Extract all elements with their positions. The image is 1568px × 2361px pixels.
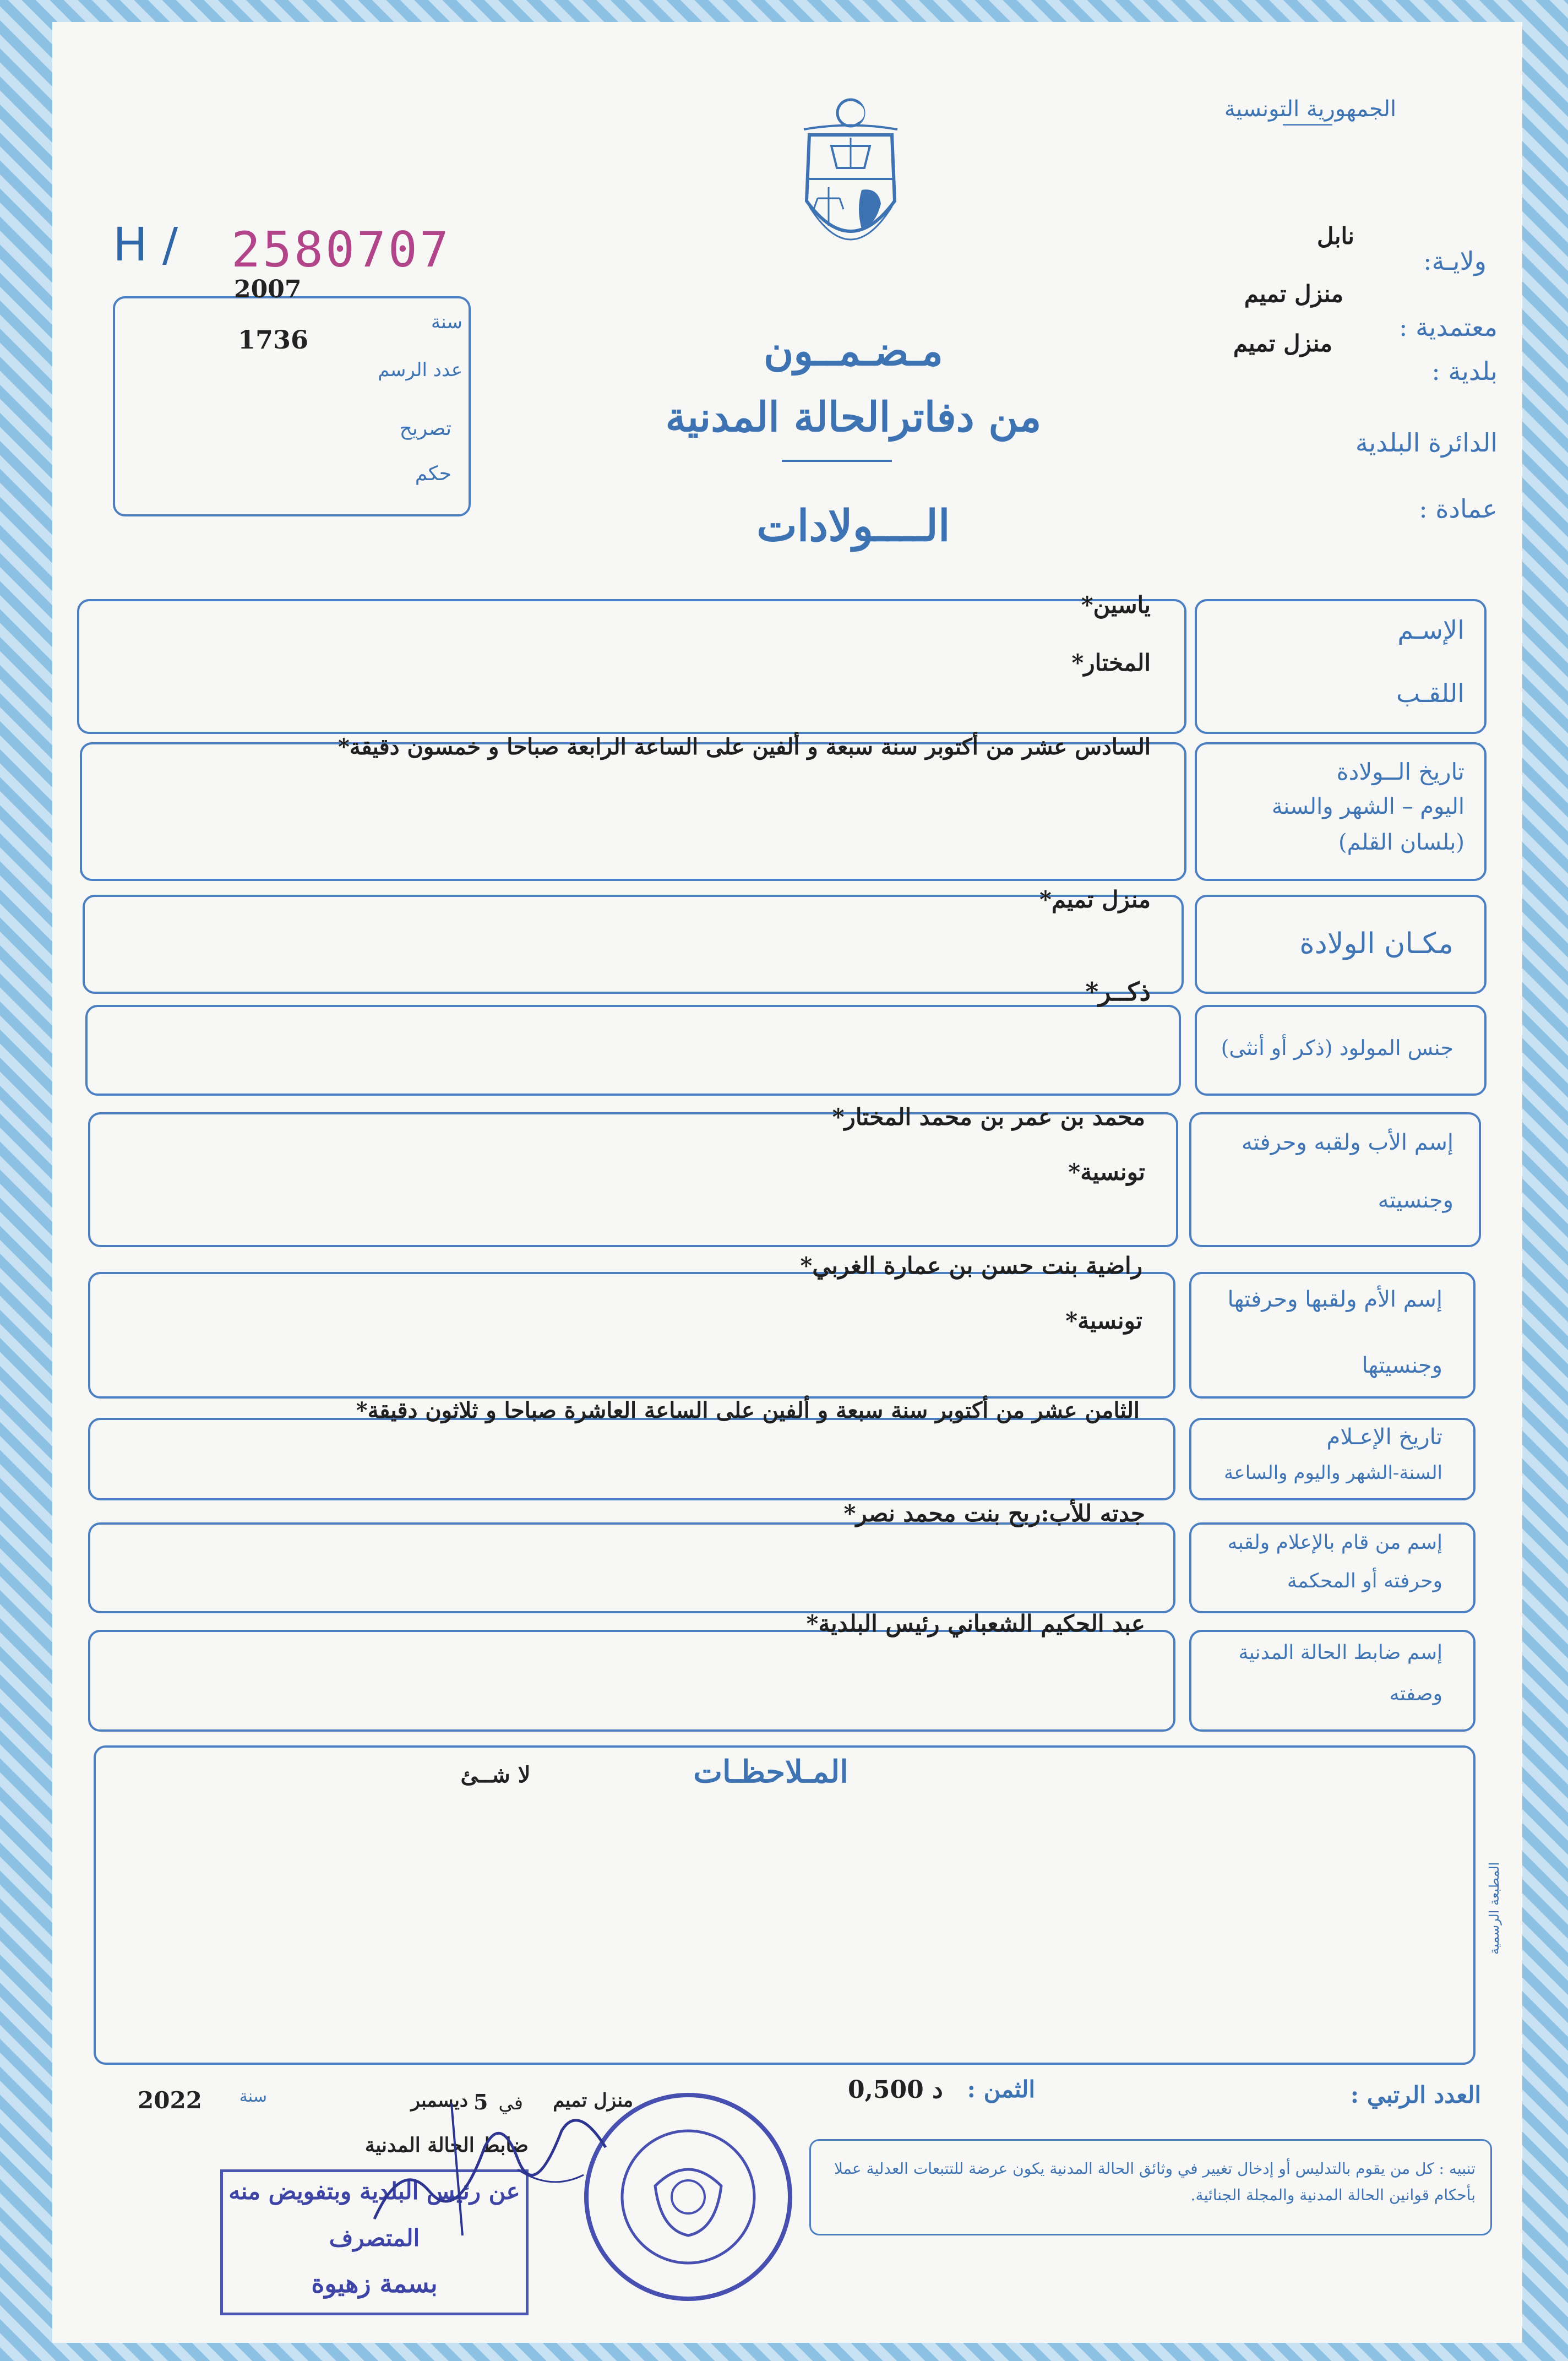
label-declaration-date: تاريخ الإعـلام bbox=[1326, 1424, 1442, 1450]
label-name: الإسـم bbox=[1397, 615, 1464, 645]
label-father-nationality: وجنسيته bbox=[1378, 1188, 1453, 1213]
value-birthplace: منزل تميم* bbox=[1039, 886, 1151, 913]
year-label: سنة bbox=[431, 311, 462, 333]
republic-title: الجمهورية التونسية bbox=[1224, 96, 1397, 122]
serial-number: 2580707 bbox=[231, 221, 451, 278]
remarks-box bbox=[94, 1745, 1476, 2065]
row-declarant-value-box bbox=[88, 1522, 1175, 1613]
printer-imprint: المطبعة الرسمية bbox=[1487, 1862, 1502, 1955]
issue-day: 5 bbox=[473, 2090, 488, 2114]
year-value: 2007 bbox=[234, 275, 302, 303]
coat-of-arms-emblem bbox=[793, 96, 908, 273]
issue-place: منزل تميم bbox=[553, 2090, 633, 2112]
district-label: الدائرة البلدية bbox=[1355, 428, 1498, 458]
officer-stamp-line1: عن رئيس البلدية وبتفويض منه bbox=[228, 2178, 520, 2205]
officer-stamp-line3: بسمة زهيوة bbox=[311, 2268, 438, 2298]
municipality-value: منزل تميم bbox=[1233, 330, 1332, 357]
value-birthdate: السادس عشر من أكتوبر سنة سبعة و ألفين على الساعة الرابعة صباحا و خمسون دقيقة* bbox=[337, 734, 1151, 760]
issue-year: 2022 bbox=[138, 2087, 202, 2114]
officer-stamp-line2: المتصرف bbox=[329, 2224, 420, 2251]
municipality-label: بلدية : bbox=[1431, 356, 1498, 386]
title-underline bbox=[782, 460, 892, 462]
title-line2: من دفاترالحالة المدنية bbox=[665, 394, 1042, 441]
wilaya-label: ولايـة: bbox=[1423, 246, 1487, 276]
value-surname: المختار* bbox=[1071, 649, 1151, 676]
value-sex: ذكــر* bbox=[1085, 977, 1151, 1007]
price-label: الثمن : bbox=[967, 2076, 1035, 2103]
warning-text: تنبيه : كل من يقوم بالتدليس أو إدخال تغيير في وثائق الحالة المدنية يكون عرضة للتتبعات العدلية عملا بأحكام قوانين الحالة المدنية والمجلة الجنائية. bbox=[834, 2159, 1476, 2204]
delegation-label: معتمدية : bbox=[1398, 312, 1498, 342]
row-sex-value-box bbox=[85, 1005, 1181, 1096]
label-birthdate-words: (بلسان القلم) bbox=[1338, 830, 1464, 855]
wilaya-value: نابل bbox=[1317, 222, 1354, 249]
record-number-label: عدد الرسم bbox=[378, 359, 462, 381]
issue-month: ديسمبر bbox=[411, 2090, 468, 2112]
label-surname: اللقـب bbox=[1396, 678, 1464, 708]
value-name: ياسين* bbox=[1081, 591, 1151, 618]
remarks-label: المـلاحظـات bbox=[693, 1754, 848, 1790]
value-declaration-date: الثامن عشر من أكتوبر سنة سبعة و ألفين على الساعة العاشرة صباحا و ثلاثون دقيقة* bbox=[356, 1397, 1140, 1423]
issue-year-label: سنة bbox=[239, 2087, 267, 2106]
label-birthdate-detail: اليوم – الشهر والسنة bbox=[1271, 794, 1464, 819]
label-sex: جنس المولود (ذكر أو أنثى) bbox=[1221, 1036, 1453, 1060]
title-line3: الــــولادات bbox=[756, 501, 950, 551]
delegation-value: منزل تميم bbox=[1244, 280, 1343, 307]
label-mother: إسم الأم ولقبها وحرفتها bbox=[1227, 1287, 1442, 1312]
value-mother-nationality: تونسية* bbox=[1065, 1307, 1142, 1334]
label-declarant-detail: وحرفته أو المحكمة bbox=[1287, 1570, 1442, 1592]
record-number-value: 1736 bbox=[238, 325, 309, 355]
value-father: محمد بن عمر بن محمد المختار* bbox=[832, 1103, 1145, 1130]
serial-order-label: العدد الرتبي : bbox=[1350, 2081, 1481, 2108]
issue-day-prefix: في bbox=[498, 2092, 523, 2114]
value-father-nationality: تونسية* bbox=[1068, 1158, 1145, 1185]
title-line1: مـضـمــون bbox=[764, 328, 943, 375]
label-father: إسم الأب ولقبه وحرفته bbox=[1242, 1130, 1453, 1155]
label-officer: إسم ضابط الحالة المدنية bbox=[1238, 1641, 1442, 1664]
officer-signature-label: ضابط الحالة المدنية bbox=[364, 2134, 529, 2157]
price-value: 0,500 د bbox=[848, 2076, 943, 2104]
value-declarant: جدته للأب:ربح بنت محمد نصر* bbox=[843, 1500, 1145, 1527]
label-birthdate: تاريخ الــولادة bbox=[1336, 758, 1464, 785]
handwritten-signature bbox=[352, 2081, 628, 2246]
label-declarant: إسم من قام بالإعلام ولقبه bbox=[1227, 1531, 1442, 1554]
label-mother-nationality: وجنسيتها bbox=[1362, 1353, 1442, 1378]
label-birthplace: مكـان الولادة bbox=[1299, 927, 1453, 960]
declaration-label: تصريح bbox=[399, 417, 451, 440]
serial-prefix: H / bbox=[113, 217, 178, 271]
value-officer: عبد الحكيم الشعباني رئيس البلدية* bbox=[806, 1610, 1145, 1637]
row-declaration-date-value-box bbox=[88, 1418, 1175, 1500]
judgment-label: حكم bbox=[415, 463, 451, 485]
remarks-value: لا شــئ bbox=[460, 1762, 531, 1788]
label-declaration-date-detail: السنة-الشهر واليوم والساعة bbox=[1224, 1462, 1442, 1484]
value-mother: راضية بنت حسن بن عمارة الغربي* bbox=[800, 1252, 1142, 1279]
label-officer-title: وصفته bbox=[1389, 1683, 1442, 1705]
republic-underline bbox=[1283, 124, 1332, 126]
row-officer-value-box bbox=[88, 1630, 1175, 1732]
omda-label: عمادة : bbox=[1419, 494, 1498, 524]
